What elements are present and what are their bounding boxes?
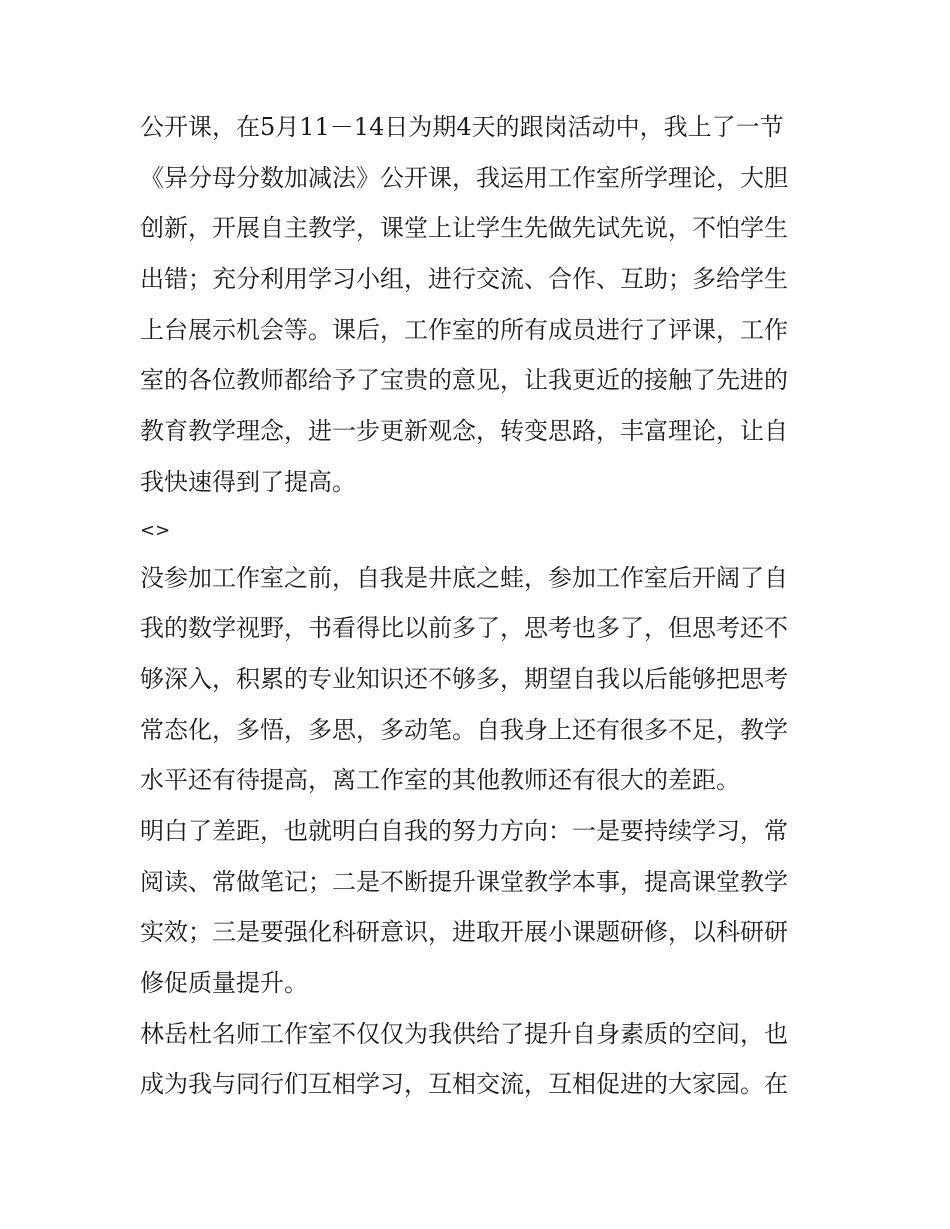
paragraph-2 [140, 553, 812, 806]
paragraph-1 [140, 102, 812, 508]
text-line: 没参加工作室之前，自我是井底之蛙，参加工作室后开阔了自 [140, 563, 788, 592]
text-line: 创新，开展自主教学，课堂上让学生先做先试先说，不怕学生 [140, 214, 788, 243]
text-line: 修促质量提升。 [140, 969, 308, 997]
text-line: 成为我与同行们互相学习，互相交流，互相促进的大家园。在 [140, 1070, 788, 1099]
text-line: 水平还有待提高，离工作室的其他教师还有很大的差距。 [140, 766, 740, 795]
text-line: 阅读、常做笔记；二是不断提升课堂教学本事，提高课堂教学 [140, 867, 788, 896]
text-line: 室的各位教师都给予了宝贵的意见，让我更近的接触了先进的 [140, 366, 788, 395]
section-marker: <> [140, 519, 171, 541]
text-line: 上台展示机会等。课后，工作室的所有成员进行了评课，工作 [140, 315, 788, 344]
text-line: 出错；充分利用学习小组，进行交流、合作、互助；多给学生 [140, 265, 788, 294]
paragraph-4 [140, 1009, 812, 1110]
text-line: 公开课，在5月11－14日为期4天的跟岗活动中，我上了一节 [140, 113, 784, 141]
text-line: 《异分母分数加减法》公开课，我运用工作室所学理论，大胆 [140, 163, 788, 192]
document-body [140, 102, 812, 1110]
text-line: 我的数学视野，书看得比以前多了，思考也多了，但思考还不 [140, 614, 788, 643]
paragraph-3 [140, 806, 812, 1009]
text-line: 实效；三是要强化科研意识，进取开展小课题研修，以科研研 [140, 918, 788, 947]
text-line: 明白了差距，也就明白自我的努力方向：一是要持续学习，常 [140, 816, 788, 845]
text-line: 林岳杜名师工作室不仅仅为我供给了提升自身素质的空间，也 [140, 1019, 788, 1048]
text-line: 教育教学理念，进一步更新观念，转变思路，丰富理论，让自 [140, 417, 788, 446]
text-line: 我快速得到了提高。 [140, 467, 356, 496]
text-line: 常态化，多悟，多思，多动笔。自我身上还有很多不足，教学 [140, 715, 788, 744]
text-line: 够深入，积累的专业知识还不够多，期望自我以后能够把思考 [140, 664, 788, 693]
